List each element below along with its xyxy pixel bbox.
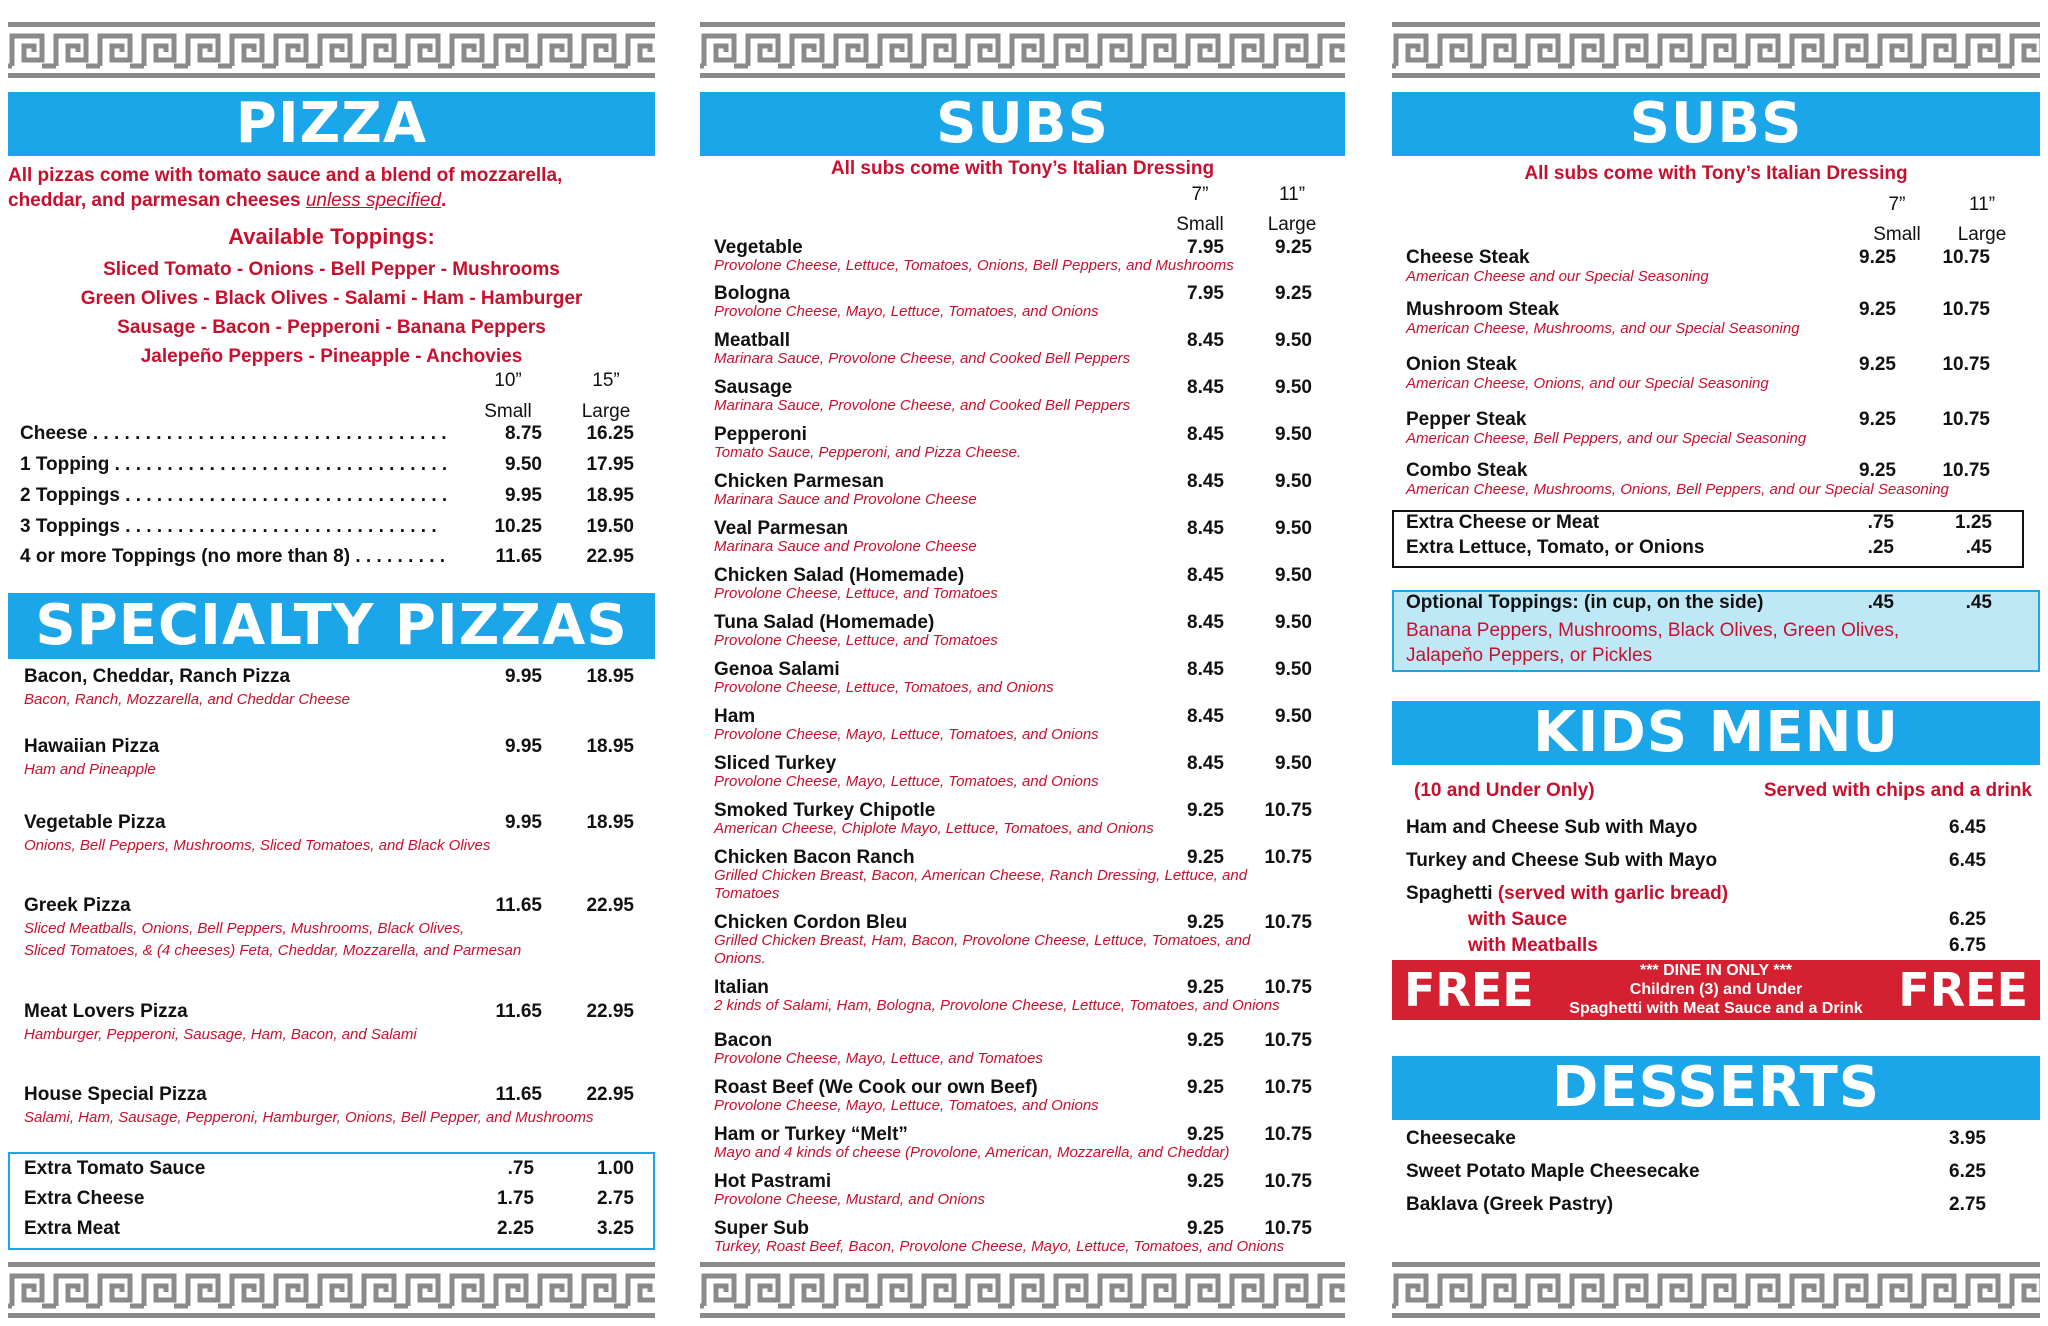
sub-item-large-price: 10.75 [1264,1124,1312,1145]
sub-item-name: Hot Pastrami [714,1171,832,1192]
pizza-extra-large-price: 3.25 [597,1218,634,1239]
subs2-intro: All subs come with Tony’s Italian Dressing [1524,163,1908,184]
specialty-item-name: Vegetable Pizza [24,812,166,833]
sub-item-small-price: 8.45 [1187,612,1224,633]
sub-item-small-price: 8.45 [1187,424,1224,445]
steak-item-small-price: 9.25 [1859,354,1896,375]
sub-item-desc: American Cheese, Chiplote Mayo, Lettuce, Tomatoes, and Onions [714,820,1154,837]
dessert-item-price: 6.25 [1949,1161,1986,1182]
pizza-item-large-price: 19.50 [586,516,634,537]
pizza-intro-line1: All pizzas come with tomato sauce and a blend of mozzarella, [8,165,563,186]
sub-item-name: Bacon [714,1030,773,1051]
sub-item-name: Super Sub [714,1218,810,1239]
sub-item-large-price: 9.50 [1275,706,1312,727]
pizza-item-name: 3 Toppings . . . . . . . . . . . . . . . . . . . . . . . . . . . . . . [20,516,437,537]
specialty-item-small-price: 9.95 [505,736,542,757]
sub-item-small-price: 8.45 [1187,377,1224,398]
subs-size-small: Small [1176,214,1224,235]
optional-toppings-label: Optional Toppings: (in cup, on the side) [1406,592,1764,613]
specialty-item-desc: Ham and Pineapple [24,761,156,778]
specialty-item-large-price: 22.95 [586,1001,634,1022]
pizza-extra-large-price: 1.00 [597,1158,634,1179]
pizza-item-name: 2 Toppings . . . . . . . . . . . . . . . . . . . . . . . . . . . . . . . [20,485,448,506]
optional-toppings-line: Banana Peppers, Mushrooms, Black Olives, Green Olives, [1406,620,1900,641]
kids-item-name: Turkey and Cheese Sub with Mayo [1406,850,1718,871]
sub-item-small-price: 9.25 [1187,1124,1224,1145]
sub-item-small-price: 8.45 [1187,518,1224,539]
sub-item-desc: Tomatoes [714,885,780,902]
sub-item-small-price: 9.25 [1187,847,1224,868]
steak-item-large-price: 10.75 [1942,460,1990,481]
specialty-item-small-price: 9.95 [505,666,542,687]
pizza-item-large-price: 22.95 [586,546,634,567]
sub-item-small-price: 7.95 [1187,237,1224,258]
greek-key-border-top [700,22,1345,78]
sub-item-small-price: 8.45 [1187,659,1224,680]
sub-item-large-price: 10.75 [1264,1171,1312,1192]
kids-spaghetti: Spaghetti (served with garlic bread) [1406,883,1729,904]
optional-toppings-line: Jalapeňo Peppers, or Pickles [1406,645,1653,666]
specialty-item-name: Hawaiian Pizza [24,736,160,757]
greek-key-border-top [1392,22,2040,78]
steak-item-desc: American Cheese, Mushrooms, Onions, Bell Peppers, and our Special Seasoning [1406,481,1949,498]
sub-item-large-price: 10.75 [1264,912,1312,933]
steak-item-large-price: 10.75 [1942,299,1990,320]
pizza-item-large-price: 17.95 [586,454,634,475]
pizza-size-small-in: 10” [494,370,522,391]
sub-item-desc: Marinara Sauce, Provolone Cheese, and Cooked Bell Peppers [714,350,1131,367]
sub-item-small-price: 8.45 [1187,330,1224,351]
specialty-item-large-price: 18.95 [586,736,634,757]
free-right: FREE [1898,963,2028,1017]
free-promo-line: Children (3) and Under [1629,981,1803,998]
kids-item-name: Ham and Cheese Sub with Mayo [1406,817,1698,838]
kids-menu-banner: KIDS MENU [1392,701,2040,765]
pizza-item-small-price: 11.65 [495,546,542,567]
pizza-size-large-in: 15” [592,370,620,391]
sub-item-name: Chicken Salad (Homemade) [714,565,965,586]
sub-item-desc: Provolone Cheese, Mayo, Lettuce, and Tomatoes [714,1050,1043,1067]
sub-item-desc: Provolone Cheese, Lettuce, Tomatoes, and Onions [714,679,1054,696]
specialty-item-large-price: 18.95 [586,812,634,833]
kids-age-note: (10 and Under Only) [1414,780,1595,801]
subs-intro: All subs come with Tony’s Italian Dressing [830,158,1215,179]
sub-item-name: Italian [714,977,769,998]
specialty-item-name: Meat Lovers Pizza [24,1001,188,1022]
pizza-intro-line2: cheddar, and parmesan cheeses unless specified. [8,190,447,211]
toppings-line: Sliced Tomato - Onions - Bell Pepper - Mushrooms [103,259,560,280]
sub-item-name: Chicken Bacon Ranch [714,847,915,868]
subs2-size-large: Large [1957,224,2007,245]
sub-item-name: Meatball [714,330,791,351]
sub-item-large-price: 9.50 [1275,377,1312,398]
greek-key-border-bottom [700,1262,1345,1318]
subs2-extra-small-price: .75 [1867,512,1894,533]
sub-item-desc: Tomato Sauce, Pepperoni, and Pizza Cheese. [714,444,1022,461]
unless-specified: unless specified [305,190,442,211]
subs-banner: SUBS [700,92,1345,156]
specialty-item-name: Bacon, Cheddar, Ranch Pizza [24,666,291,687]
subs2-extra-name: Extra Cheese or Meat [1406,512,1600,533]
sub-item-desc: Provolone Cheese, Lettuce, Tomatoes, Onions, Bell Peppers, and Mushrooms [714,257,1234,274]
sub-item-desc: Mayo and 4 kinds of cheese (Provolone, American, Mozzarella, and Cheddar) [714,1144,1230,1161]
sub-item-small-price: 7.95 [1187,283,1224,304]
sub-item-name: Tuna Salad (Homemade) [714,612,935,633]
free-promo-line: *** DINE IN ONLY *** [1639,962,1793,979]
steak-item-desc: American Cheese, Bell Peppers, and our Special Seasoning [1406,430,1807,447]
sub-item-desc: Provolone Cheese, Mayo, Lettuce, Tomatoes, and Onions [714,726,1099,743]
sub-item-large-price: 10.75 [1264,1218,1312,1239]
steak-item-small-price: 9.25 [1859,409,1896,430]
sub-item-name: Ham [714,706,756,727]
sub-item-small-price: 8.45 [1187,753,1224,774]
sub-item-desc: 2 kinds of Salami, Ham, Bologna, Provolone Cheese, Lettuce, Tomatoes, and Onions [714,997,1280,1014]
steak-item-large-price: 10.75 [1942,354,1990,375]
dessert-item-name: Baklava (Greek Pastry) [1406,1194,1614,1215]
pizza-size-small: Small [484,401,532,422]
pizza-item-small-price: 8.75 [505,423,542,444]
kids-served-note: Served with chips and a drink [1763,780,2032,801]
specialty-item-desc: Sliced Meatballs, Onions, Bell Peppers, Mushrooms, Black Olives, [24,920,465,937]
subs2-extra-name: Extra Lettuce, Tomato, or Onions [1406,537,1705,558]
sub-item-large-price: 9.50 [1275,424,1312,445]
sub-item-desc: Provolone Cheese, Lettuce, and Tomatoes [714,632,998,649]
steak-item-small-price: 9.25 [1859,460,1896,481]
pizza-extra-name: Extra Meat [24,1218,121,1239]
dessert-item-name: Sweet Potato Maple Cheesecake [1406,1161,1700,1182]
subs2-size-small-in: 7” [1888,194,1906,215]
sub-item-small-price: 8.45 [1187,565,1224,586]
sub-item-small-price: 9.25 [1187,1171,1224,1192]
kids-spaghetti-option-name: with Meatballs [1468,935,1598,956]
specialty-item-large-price: 18.95 [586,666,634,687]
sub-item-small-price: 9.25 [1187,1218,1224,1239]
toppings-list [8,255,655,371]
toppings-line: Jalepeño Peppers - Pineapple - Anchovies [140,346,523,367]
pizza-item-name: 4 or more Toppings (no more than 8) . . . . . . . . . [20,546,446,567]
sub-item-desc: Marinara Sauce, Provolone Cheese, and Cooked Bell Peppers [714,397,1131,414]
kids-spaghetti-option-price: 6.25 [1949,909,1986,930]
steak-item-small-price: 9.25 [1859,247,1896,268]
sub-item-small-price: 8.45 [1187,471,1224,492]
specialty-item-small-price: 9.95 [505,812,542,833]
pizza-item-large-price: 16.25 [586,423,634,444]
steak-item-desc: American Cheese and our Special Seasoning [1406,268,1709,285]
optional-large-price: .45 [1965,592,1992,613]
steak-kids-desserts-column [1392,0,2040,1326]
sub-item-large-price: 10.75 [1264,977,1312,998]
specialty-item-name: House Special Pizza [24,1084,207,1105]
sub-item-large-price: 9.25 [1275,237,1312,258]
sub-item-name: Sliced Turkey [714,753,837,774]
sub-item-name: Pepperoni [714,424,807,445]
pizza-item-large-price: 18.95 [586,485,634,506]
subs2-extra-large-price: 1.25 [1955,512,1992,533]
specialty-item-desc: Salami, Ham, Sausage, Pepperoni, Hamburger, Onions, Bell Pepper, and Mushrooms [24,1109,594,1126]
specialty-item-small-price: 11.65 [495,1084,542,1105]
specialty-item-large-price: 22.95 [586,895,634,916]
pizza-extra-large-price: 2.75 [597,1188,634,1209]
sub-item-small-price: 9.25 [1187,977,1224,998]
pizza-extra-small-price: 2.25 [497,1218,534,1239]
pizza-item-name: 1 Topping . . . . . . . . . . . . . . . . . . . . . . . . . . . . . . . . [20,454,448,475]
subs2-extra-large-price: .45 [1965,537,1992,558]
sub-item-name: Ham or Turkey “Melt” [714,1124,908,1145]
sub-item-small-price: 9.25 [1187,1030,1224,1051]
subs2-size-small: Small [1873,224,1921,245]
pizza-item-small-price: 9.50 [505,454,542,475]
toppings-title: Available Toppings: [228,224,435,249]
sub-item-desc: Provolone Cheese, Mayo, Lettuce, Tomatoes, and Onions [714,1097,1099,1114]
pizza-item-small-price: 10.25 [494,516,542,537]
subs2-extra-small-price: .25 [1867,537,1894,558]
sub-item-desc: Grilled Chicken Breast, Bacon, American Cheese, Ranch Dressing, Lettuce, and [714,867,1248,884]
kids-spaghetti-note: (served with garlic bread) [1497,883,1729,904]
sub-item-desc: Provolone Cheese, Mayo, Lettuce, Tomatoes, and Onions [714,303,1099,320]
greek-key-border-bottom [1392,1262,2040,1318]
pizza-item-small-price: 9.95 [505,485,542,506]
sub-item-large-price: 10.75 [1264,847,1312,868]
optional-small-price: .45 [1867,592,1894,613]
sub-item-small-price: 9.25 [1187,912,1224,933]
sub-item-large-price: 10.75 [1264,1030,1312,1051]
sub-item-name: Veal Parmesan [714,518,849,539]
sub-item-desc: Provolone Cheese, Lettuce, and Tomatoes [714,585,998,602]
sub-item-large-price: 9.50 [1275,471,1312,492]
steak-item-small-price: 9.25 [1859,299,1896,320]
pizza-size-large: Large [581,401,631,422]
pizza-extra-small-price: .75 [507,1158,534,1179]
dessert-item-name: Cheesecake [1406,1128,1516,1149]
pizza-banner: PIZZA [8,92,655,156]
sub-item-small-price: 9.25 [1187,1077,1224,1098]
specialty-item-desc: Bacon, Ranch, Mozzarella, and Cheddar Cheese [24,691,351,708]
sub-item-large-price: 9.25 [1275,283,1312,304]
subs-size-large-in: 11” [1278,184,1306,205]
greek-key-border-bottom [8,1262,655,1318]
subs-size-large: Large [1267,214,1317,235]
steak-item-desc: American Cheese, Onions, and our Special Seasoning [1406,375,1769,392]
sub-item-name: Chicken Parmesan [714,471,885,492]
sub-item-name: Roast Beef (We Cook our own Beef) [714,1077,1038,1098]
steak-item-name: Combo Steak [1406,460,1528,481]
pizza-column [8,0,655,1326]
sub-item-desc: Provolone Cheese, Mayo, Lettuce, Tomatoes, and Onions [714,773,1099,790]
kids-item-price: 6.45 [1949,817,1986,838]
subs-size-small-in: 7” [1191,184,1209,205]
free-promo-line: Spaghetti with Meat Sauce and a Drink [1569,1000,1863,1017]
specialty-item-small-price: 11.65 [495,1001,542,1022]
steak-item-name: Pepper Steak [1406,409,1527,430]
specialty-item-large-price: 22.95 [586,1084,634,1105]
toppings-line: Green Olives - Black Olives - Salami - Ham - Hamburger [80,288,583,309]
sub-item-desc: Grilled Chicken Breast, Ham, Bacon, Provolone Cheese, Lettuce, Tomatoes, and [714,932,1251,949]
specialty-item-desc: Sliced Tomatoes, & (4 cheeses) Feta, Cheddar, Mozzarella, and Parmesan [24,942,522,959]
sub-item-name: Chicken Cordon Bleu [714,912,908,933]
subs-column [700,0,1345,1326]
sub-item-large-price: 9.50 [1275,659,1312,680]
sub-item-desc: Provolone Cheese, Mustard, and Onions [714,1191,985,1208]
subs2-banner: SUBS [1392,92,2040,156]
sub-item-large-price: 9.50 [1275,330,1312,351]
steak-item-name: Onion Steak [1406,354,1517,375]
dessert-item-price: 2.75 [1949,1194,1986,1215]
sub-item-large-price: 9.50 [1275,612,1312,633]
toppings-line: Sausage - Bacon - Pepperoni - Banana Peppers [117,317,546,338]
sub-item-name: Genoa Salami [714,659,840,680]
pizza-extra-name: Extra Cheese [24,1188,145,1209]
sub-item-name: Vegetable [714,237,803,258]
specialty-banner: SPECIALTY PIZZAS [8,593,655,659]
sub-item-name: Bologna [714,283,790,304]
sub-item-desc: Turkey, Roast Beef, Bacon, Provolone Cheese, Mayo, Lettuce, Tomatoes, and Onions [714,1238,1285,1255]
pizza-extra-name: Extra Tomato Sauce [24,1158,206,1179]
specialty-item-small-price: 11.65 [495,895,542,916]
sub-item-large-price: 10.75 [1264,1077,1312,1098]
kids-spaghetti-option-price: 6.75 [1949,935,1986,956]
pizza-intro [8,163,562,213]
kids-item-price: 6.45 [1949,850,1986,871]
steak-item-name: Mushroom Steak [1406,299,1560,320]
dessert-item-price: 3.95 [1949,1128,1986,1149]
sub-item-name: Sausage [714,377,793,398]
sub-item-desc: Marinara Sauce and Provolone Cheese [714,538,977,555]
steak-item-desc: American Cheese, Mushrooms, and our Special Seasoning [1406,320,1800,337]
sub-item-large-price: 9.50 [1275,518,1312,539]
greek-key-border-top [8,22,655,78]
steak-item-name: Cheese Steak [1406,247,1530,268]
free-promo-text [1522,961,1910,1018]
specialty-item-desc: Onions, Bell Peppers, Mushrooms, Sliced Tomatoes, and Black Olives [24,837,491,854]
optional-toppings-list [1406,618,1899,668]
sub-item-large-price: 10.75 [1264,800,1312,821]
specialty-item-name: Greek Pizza [24,895,131,916]
desserts-banner: DESSERTS [1392,1056,2040,1120]
specialty-item-desc: Hamburger, Pepperoni, Sausage, Ham, Bacon, and Salami [24,1026,417,1043]
subs2-size-large-in: 11” [1968,194,1996,215]
sub-item-desc: Onions. [714,950,766,967]
free-left: FREE [1404,963,1534,1017]
sub-item-large-price: 9.50 [1275,565,1312,586]
sub-item-small-price: 8.45 [1187,706,1224,727]
sub-item-large-price: 9.50 [1275,753,1312,774]
steak-item-large-price: 10.75 [1942,409,1990,430]
kids-spaghetti-option-name: with Sauce [1468,909,1568,930]
steak-item-large-price: 10.75 [1942,247,1990,268]
sub-item-name: Smoked Turkey Chipotle [714,800,936,821]
sub-item-small-price: 9.25 [1187,800,1224,821]
pizza-extra-small-price: 1.75 [497,1188,534,1209]
sub-item-desc: Marinara Sauce and Provolone Cheese [714,491,977,508]
pizza-item-name: Cheese . . . . . . . . . . . . . . . . . . . . . . . . . . . . . . . . . . [20,423,447,444]
